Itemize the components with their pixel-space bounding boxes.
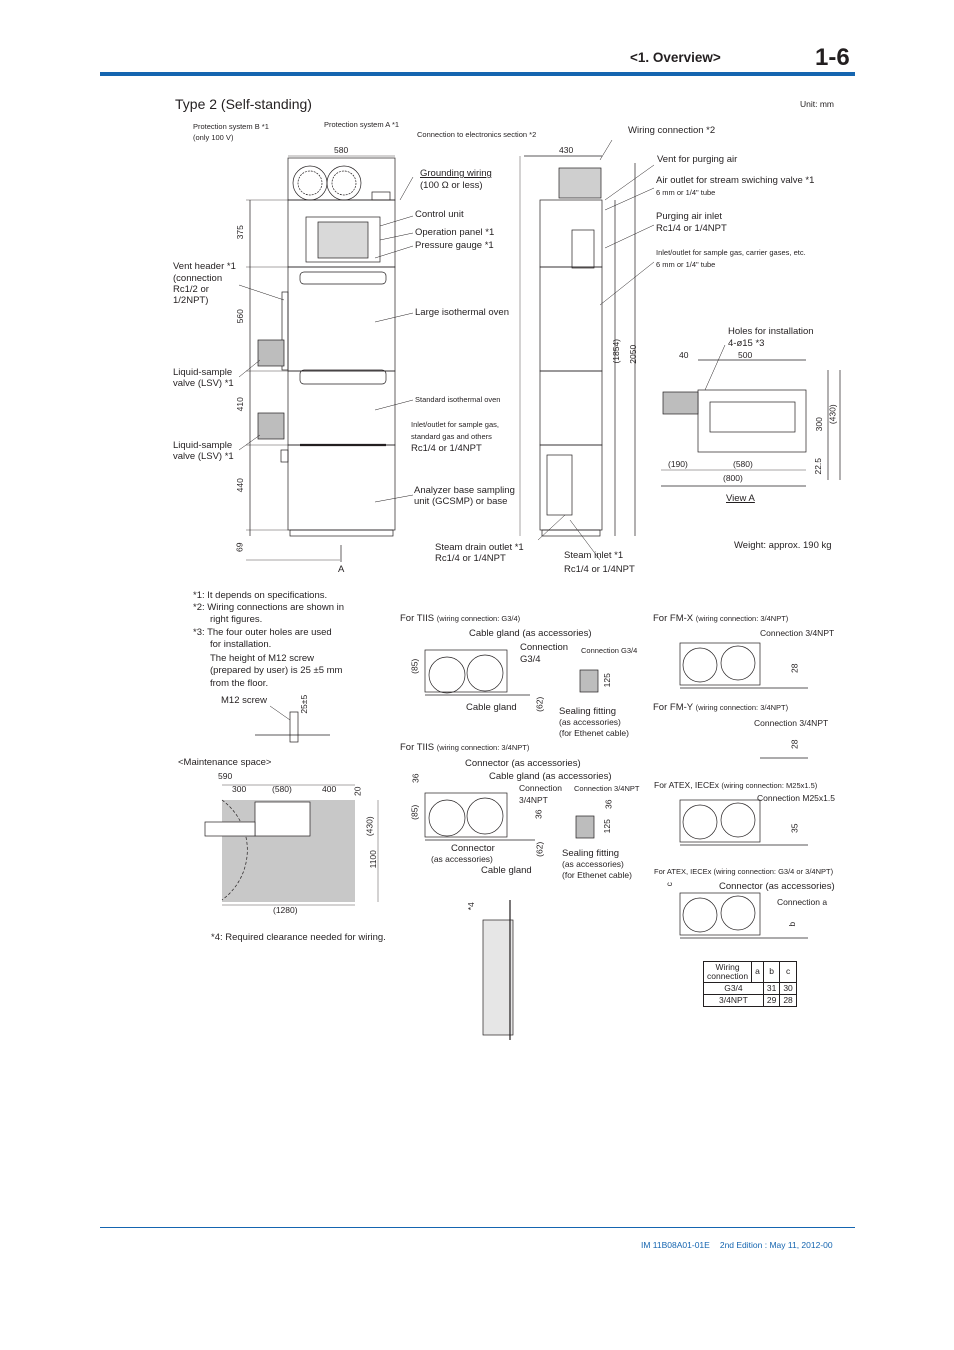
figure-title: Type 2 (Self-standing)	[175, 96, 312, 112]
weight-label: Weight: approx. 190 kg	[734, 540, 832, 551]
label-control-unit: Control unit	[415, 209, 464, 220]
label-g34: G3/4	[520, 654, 541, 665]
cell: G3/4	[704, 982, 764, 994]
label-large-oven: Large isothermal oven	[415, 307, 509, 318]
th-wiring-2: connection	[707, 970, 749, 981]
note-3b: for installation.	[210, 639, 272, 650]
atex1-title-b: (wiring connection: M25x1.5)	[721, 781, 818, 790]
front-view	[239, 156, 413, 562]
note-3e: from the floor.	[210, 678, 269, 689]
footer-edition: 2nd Edition : May 11, 2012-00	[719, 1240, 833, 1250]
label-holes1: Holes for installation	[728, 326, 814, 337]
label-vent-purge: Vent for purging air	[657, 154, 738, 165]
dim-1280-m: (1280)	[273, 905, 298, 915]
th-wiring-1: Wiring	[715, 962, 740, 972]
dim-580-view: (580)	[733, 459, 753, 469]
label-lsv2b: valve (LSV) *1	[173, 451, 234, 462]
dim-25: 25±5	[299, 694, 310, 714]
atex1-conn: Connection M25x1.5	[757, 793, 835, 803]
label-base2: unit (GCSMP) or base	[414, 496, 508, 507]
dim-62: (62)	[534, 696, 545, 712]
m12-screw-detail	[255, 706, 330, 742]
dim-190: (190)	[668, 459, 688, 469]
footer	[641, 1240, 833, 1250]
dim-400-m: 400	[322, 784, 337, 794]
label-inlet-carrier2: 6 mm or 1/4" tube	[656, 260, 716, 269]
label-conn-acc: Connector (as accessories)	[465, 758, 581, 769]
atex2-b: b	[787, 921, 798, 927]
label-cable-gland2: Cable gland	[481, 865, 532, 876]
table-row	[704, 982, 797, 994]
label-pressure-gauge: Pressure gauge *1	[415, 240, 494, 251]
dim-560: 560	[234, 309, 245, 324]
label-lsv1b: valve (LSV) *1	[173, 378, 234, 389]
dim-580: 580	[334, 145, 349, 155]
section-title: <1. Overview>	[630, 50, 721, 65]
th-a: a	[752, 962, 764, 983]
label-cable-gland: Cable gland	[466, 702, 517, 713]
footer-doc: IM 11B08A01-01E	[641, 1240, 710, 1250]
label-operation-panel: Operation panel *1	[415, 227, 495, 238]
footer-rule	[100, 1227, 855, 1228]
atex2-conn-a: Connection a	[777, 897, 828, 907]
dim-69: 69	[234, 542, 245, 552]
label-cable-gland-acc2: Cable gland (as accessories)	[489, 771, 612, 782]
dim-430: 430	[559, 145, 574, 155]
atex1-dim-35: 35	[789, 823, 800, 833]
fmx-title-b: (wiring connection: 3/4NPT)	[695, 614, 789, 623]
label-seal3b: (for Ethenet cable)	[562, 870, 632, 880]
atex2-title-a: For ATEX, IECEx	[654, 867, 712, 876]
th-wiring	[704, 962, 752, 983]
label-steam-drain1: Steam drain outlet *1	[435, 542, 524, 553]
label-inlet1: Inlet/outlet for sample gas,	[411, 420, 499, 429]
dim-1100-m: 1100	[367, 850, 378, 869]
label-holes2: 4-ø15 *3	[728, 338, 765, 349]
tiis-npt-detail	[425, 793, 594, 840]
dim-800: (800)	[723, 473, 743, 483]
label-cable-gland-acc: Cable gland (as accessories)	[469, 628, 592, 639]
dim-36c: 36	[603, 799, 614, 809]
th-c: c	[780, 962, 796, 983]
label-conn-npt: Connection 3/4NPT	[574, 784, 640, 793]
dim-300-m: 300	[232, 784, 247, 794]
label-connector1: Connector	[451, 843, 495, 854]
label-vent3: Rc1/2 or	[173, 284, 209, 295]
label-vent4: 1/2NPT)	[173, 295, 209, 306]
dim-36a: 36	[410, 773, 421, 783]
label-steam-drain2: Rc1/4 or 1/4NPT	[435, 553, 506, 564]
atex1-title-a: For ATEX, IECEx	[654, 780, 720, 790]
note-2: *2: Wiring connections are shown in	[193, 602, 345, 613]
label-air-out2: 6 mm or 1/4" tube	[656, 188, 716, 197]
label-purge-in: Purging air inlet	[656, 211, 723, 222]
label-seal2: (as accessories)	[559, 717, 621, 727]
note-4: *4: Required clearance needed for wiring.	[211, 932, 386, 943]
label-seal1b: Sealing fitting	[562, 848, 620, 859]
fmy-conn: Connection 3/4NPT	[754, 718, 829, 728]
tiis-g34-title	[400, 614, 520, 624]
label-prot-a: Protection system A *1	[324, 120, 400, 129]
fmx-title-a: For FM-X	[653, 613, 694, 624]
dim-22-5: 22.5	[813, 457, 824, 475]
fmy-title	[653, 703, 788, 713]
label-steam-in1: Steam inlet *1	[564, 550, 624, 561]
page-number: 1-6	[815, 44, 850, 71]
label-inlet3: Rc1/4 or 1/4NPT	[411, 443, 482, 454]
dim-500: 500	[738, 350, 753, 360]
dim-430-view: (430)	[827, 404, 838, 425]
label-lsv2a: Liquid-sample	[173, 440, 233, 451]
atex1-title	[654, 781, 817, 790]
label-npt: 3/4NPT	[519, 795, 548, 805]
maintenance-space-diagram	[205, 785, 378, 905]
tiis-g34-title-b: (wiring connection: G3/4)	[436, 614, 521, 623]
dim-2050: 2050	[628, 344, 639, 364]
fmx-title	[653, 614, 788, 624]
label-base1: Analyzer base sampling	[414, 485, 515, 496]
view-marker-a: A	[338, 564, 345, 575]
table-header-row	[704, 962, 797, 983]
th-b: b	[763, 962, 779, 983]
dim-125: 125	[601, 673, 612, 688]
label-seal1: Sealing fitting	[559, 706, 617, 717]
dim-1854: (1854)	[611, 338, 622, 364]
label-inlet2: standard gas and others	[411, 432, 492, 441]
tiis-npt-title-b: (wiring connection: 3/4NPT)	[436, 743, 530, 752]
dim-star4: *4	[465, 902, 476, 911]
atex2-conn-acc: Connector (as accessories)	[719, 881, 835, 892]
label-lsv1a: Liquid-sample	[173, 367, 233, 378]
dim-36b: 36	[533, 809, 544, 819]
dim-85: (85)	[409, 658, 420, 674]
fm-atex-details	[680, 643, 808, 938]
dim-300: 300	[813, 417, 824, 432]
label-connection: Connection	[520, 642, 569, 653]
label-grounding: Grounding wiring	[420, 168, 492, 179]
fmy-title-b: (wiring connection: 3/4NPT)	[695, 703, 789, 712]
dim-40: 40	[679, 350, 689, 360]
dim-20-m: 20	[352, 786, 363, 796]
tiis-npt-title-a: For TIIS	[400, 742, 435, 753]
label-vent1: Vent header *1	[173, 261, 236, 272]
label-steam-in2: Rc1/4 or 1/4NPT	[564, 564, 635, 575]
dim-410: 410	[234, 397, 245, 412]
label-conn-g34: Connection G3/4	[581, 646, 638, 655]
note-3c: The height of M12 screw	[210, 653, 315, 664]
dim-580-m: (580)	[272, 784, 292, 794]
cell: 30	[780, 982, 796, 994]
atex2-title	[654, 868, 833, 876]
tiis-g34-detail	[425, 650, 598, 695]
note-3d: (prepared by user) is 25 ±5 mm	[210, 665, 343, 676]
fmy-dim-28: 28	[789, 739, 800, 749]
dim-85b: (85)	[409, 804, 420, 820]
label-std-oven: Standard isothermal oven	[415, 395, 501, 404]
note-1: *1: It depends on specifications.	[193, 590, 328, 601]
maintenance-title: <Maintenance space>	[178, 757, 272, 768]
cell: 3/4NPT	[704, 994, 764, 1006]
tiis-g34-title-a: For TIIS	[400, 613, 435, 624]
label-connection2: Connection	[519, 783, 563, 793]
label-vent2: (connection	[173, 273, 223, 284]
view-a-caption: View A	[726, 493, 755, 504]
clearance-side-view	[483, 900, 513, 1040]
label-seal2b: (as accessories)	[562, 859, 624, 869]
label-conn-elec: Connection to electronics section *2	[417, 130, 537, 139]
dim-125b: 125	[601, 819, 612, 834]
label-connector2: (as accessories)	[431, 854, 493, 864]
fmy-title-a: For FM-Y	[653, 702, 693, 713]
label-air-out: Air outlet for stream swiching valve *1	[656, 175, 815, 186]
unit-label: Unit: mm	[800, 99, 834, 109]
cell: 31	[763, 982, 779, 994]
note-3: *3: The four outer holes are used	[193, 627, 332, 638]
atex2-c: c	[663, 882, 674, 887]
table-row	[704, 994, 797, 1006]
label-inlet-carrier: Inlet/outlet for sample gas, carrier gases, etc.	[656, 248, 806, 257]
dim-62b: (62)	[534, 841, 545, 857]
label-grounding2: (100 Ω or less)	[420, 180, 483, 191]
cell: 28	[780, 994, 796, 1006]
tiis-npt-title	[400, 743, 529, 753]
dim-375: 375	[234, 225, 245, 240]
atex2-title-b: (wiring connection: G3/4 or 3/4NPT)	[713, 867, 834, 876]
label-m12: M12 screw	[221, 695, 267, 706]
dim-590: 590	[218, 771, 233, 781]
label-prot-b: Protection system B *1	[193, 122, 269, 131]
cell: 29	[763, 994, 779, 1006]
wiring-table	[703, 961, 797, 1007]
label-wiring: Wiring connection *2	[628, 125, 716, 136]
label-seal3: (for Ethenet cable)	[559, 728, 629, 738]
label-prot-b2: (only 100 V)	[193, 133, 234, 142]
label-purge-in2: Rc1/4 or 1/4NPT	[656, 223, 727, 234]
note-2b: right figures.	[210, 614, 263, 625]
dim-430-m: (430)	[364, 816, 375, 837]
fmx-conn: Connection 3/4NPT	[760, 628, 835, 638]
fmx-dim-28: 28	[789, 663, 800, 673]
dim-440: 440	[234, 478, 245, 493]
